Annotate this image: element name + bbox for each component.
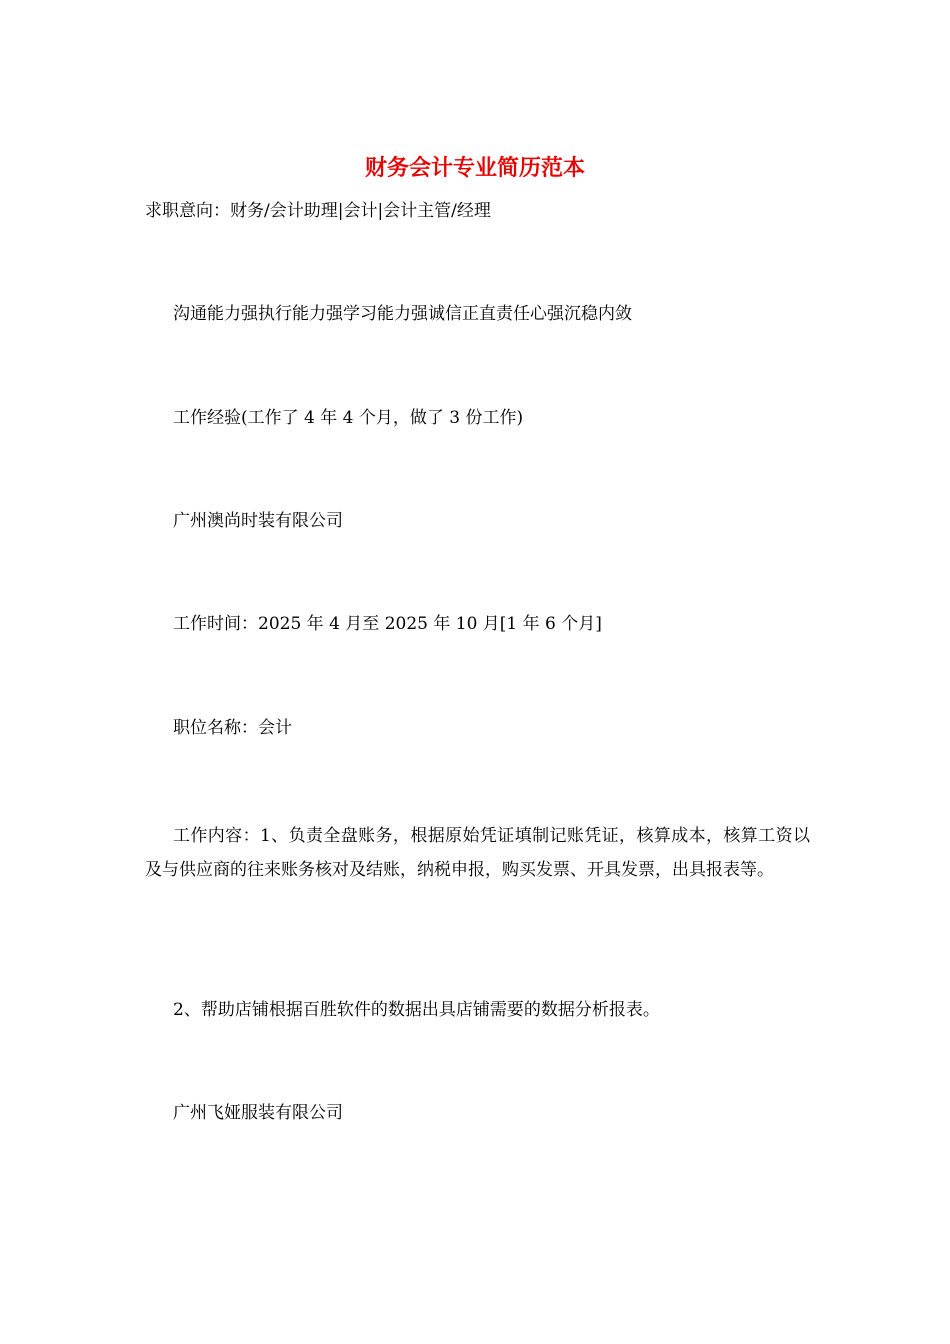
job-intent: 求职意向：财务/会计助理|会计|会计主管/经理 bbox=[145, 201, 491, 221]
work-content-item: 2、帮助店铺根据百胜软件的数据出具店铺需要的数据分析报表。 bbox=[173, 1000, 660, 1020]
work-period: 工作时间：2025 年 4 月至 2025 年 10 月[1 年 6 个月] bbox=[173, 614, 602, 634]
strengths-text: 沟通能力强执行能力强学习能力强诚信正直责任心强沉稳内敛 bbox=[173, 304, 632, 324]
work-experience-heading: 工作经验(工作了 4 年 4 个月，做了 3 份工作) bbox=[173, 408, 524, 428]
company-name: 广州飞娅服装有限公司 bbox=[173, 1103, 343, 1123]
company-name: 广州澳尚时装有限公司 bbox=[173, 511, 343, 531]
position-title: 职位名称：会计 bbox=[173, 718, 292, 738]
document-title: 财务会计专业简历范本 bbox=[364, 155, 585, 181]
work-content: 工作内容：1、负责全盘账务，根据原始凭证填制记账凭证，核算成本，核算工资以及与供应商的往来账务核对及结账，纳税申报，购买发票、开具发票，出具报表等。 bbox=[145, 826, 810, 880]
